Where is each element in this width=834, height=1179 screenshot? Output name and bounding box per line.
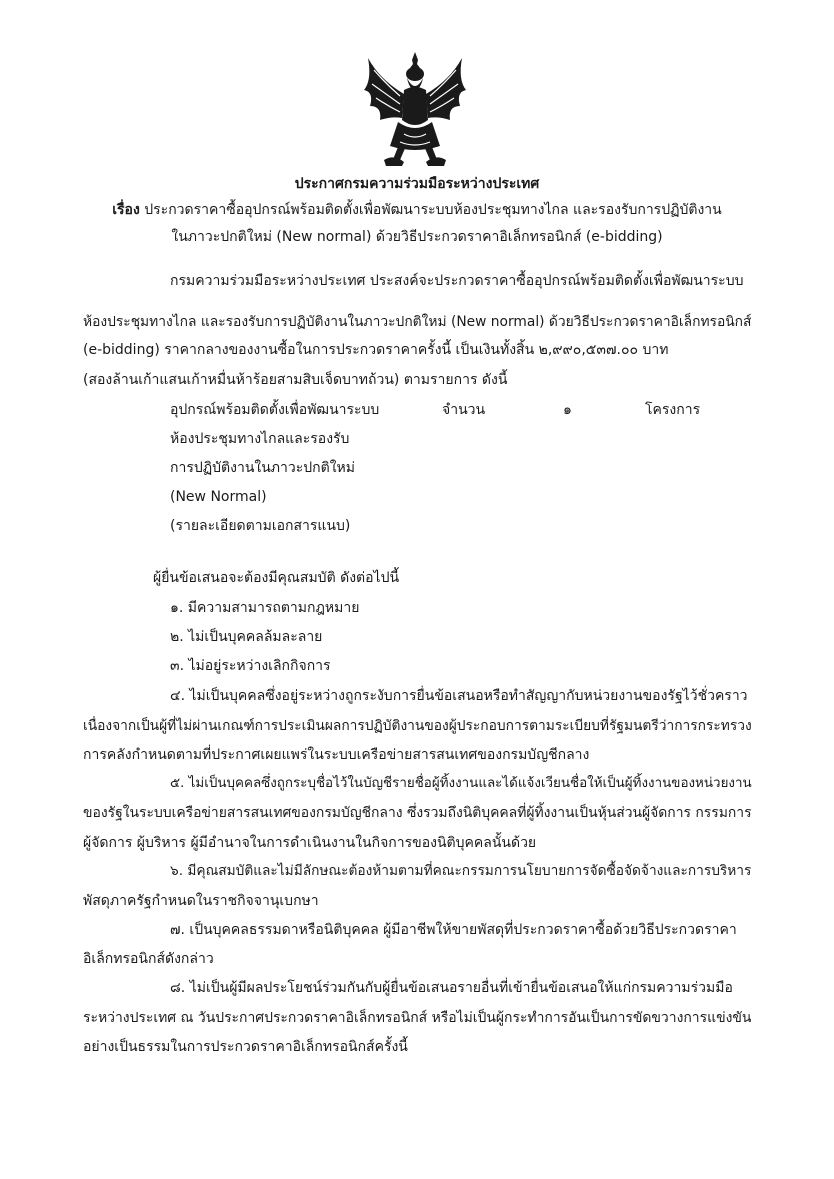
qualification-line: อิเล็กทรอนิกส์ดังกล่าว	[83, 951, 214, 967]
qualifications-heading: ผู้ยื่นข้อเสนอจะต้องมีคุณสมบัติ ดังต่อไปนี้	[153, 570, 400, 586]
intro-line: ห้องประชุมทางไกล และรองรับการปฏิบัติงานในภาวะปกติใหม่ (New normal) ด้วยวิธีประกวดราคาอิเล็กทรอนิกส์	[83, 314, 752, 330]
item-name-line: อุปกรณ์พร้อมติดตั้งเพื่อพัฒนาระบบ	[170, 402, 380, 418]
garuda-emblem-icon	[360, 50, 470, 168]
item-quantity-label: จำนวน	[442, 402, 486, 418]
subject-line-1	[0, 200, 834, 220]
qualification-line: ระหว่างประเทศ ณ วันประกาศประกวดราคาอิเล็กทรอนิกส์ หรือไม่เป็นผู้กระทำการอันเป็นการขัดขวางการแข่งขัน	[83, 1010, 752, 1026]
intro-line: (e-bidding) ราคากลางของงานซื้อในการประกวดราคาครั้งนี้ เป็นเงินทั้งสิ้น ๒,๙๙๐,๕๓๗.๐๐ บาท	[83, 342, 669, 358]
document-title: ประกาศกรมความร่วมมือระหว่างประเทศ	[294, 176, 540, 192]
qualification-line: ๗. เป็นบุคคลธรรมดาหรือนิติบุคคล ผู้มีอาชีพให้ขายพัสดุที่ประกวดราคาซื้อด้วยวิธีประกวดราคา	[170, 922, 737, 938]
subject-label: เรื่อง	[112, 202, 140, 218]
qualification-line: ๘. ไม่เป็นผู้มีผลประโยชน์ร่วมกันกับผู้ยื่นข้อเสนอรายอื่นที่เข้ายื่นข้อเสนอให้แก่กรมความร่วมมือ	[170, 980, 733, 996]
qualification-line: ๖. มีคุณสมบัติและไม่มีลักษณะต้องห้ามตามที่คณะกรรมการนโยบายการจัดซื้อจัดจ้างและการบริหาร	[170, 863, 752, 879]
qualification-line: การคลังกำหนดตามที่ประกาศเผยแพร่ในระบบเครือข่ายสารสนเทศของกรมบัญชีกลาง	[83, 747, 590, 763]
qualification-line: ผู้จัดการ ผู้บริหาร ผู้มีอำนาจในการดำเนินงานในกิจการของนิติบุคคลนั้นด้วย	[83, 835, 537, 851]
intro-line: กรมความร่วมมือระหว่างประเทศ ประสงค์จะประกวดราคาซื้ออุปกรณ์พร้อมติดตั้งเพื่อพัฒนาระบบ	[170, 273, 744, 289]
qualification-line: ๑. มีความสามารถตามกฎหมาย	[170, 600, 360, 616]
qualification-line: ๓. ไม่อยู่ระหว่างเลิกกิจการ	[170, 658, 331, 674]
item-name-line: ห้องประชุมทางไกลและรองรับ	[170, 431, 350, 447]
subject-line-2: ในภาวะปกติใหม่ (New normal) ด้วยวิธีประกวดราคาอิเล็กทรอนิกส์ (e-bidding)	[171, 229, 663, 245]
item-unit: โครงการ	[645, 402, 701, 418]
subject-text-1: ประกวดราคาซื้ออุปกรณ์พร้อมติดตั้งเพื่อพัฒนาระบบห้องประชุมทางไกล และรองรับการปฏิบัติงาน	[144, 202, 722, 218]
qualification-line: ของรัฐในระบบเครือข่ายสารสนเทศของกรมบัญชีกลาง ซึ่งรวมถึงนิติบุคคลที่ผู้ทิ้งงานเป็นหุ้นส่วนผู้จัดการ กรรมการ	[83, 805, 752, 821]
item-name-line: (New Normal)	[170, 489, 267, 505]
item-quantity: ๑	[563, 402, 572, 418]
qualification-line: ๒. ไม่เป็นบุคคลล้มละลาย	[170, 629, 323, 645]
qualification-line: พัสดุภาครัฐกำหนดในราชกิจจานุเบกษา	[83, 893, 319, 909]
qualification-line: ๕. ไม่เป็นบุคคลซึ่งถูกระบุชื่อไว้ในบัญชีรายชื่อผู้ทิ้งงานและได้แจ้งเวียนชื่อให้เป็นผู้ทิ้งงานของหน่วยงาน	[170, 776, 752, 791]
qualification-line: อย่างเป็นธรรมในการประกวดราคาอิเล็กทรอนิกส์ครั้งนี้	[83, 1039, 408, 1055]
item-name-line: การปฏิบัติงานในภาวะปกติใหม่	[170, 460, 356, 476]
qualification-line: ๔. ไม่เป็นบุคคลซึ่งอยู่ระหว่างถูกระงับการยื่นข้อเสนอหรือทำสัญญากับหน่วยงานของรัฐไว้ชั่วคราว	[170, 688, 748, 704]
intro-line: (สองล้านเก้าแสนเก้าหมื่นห้าร้อยสามสิบเจ็ดบาทถ้วน) ตามรายการ ดังนี้	[83, 372, 508, 388]
qualification-line: เนื่องจากเป็นผู้ที่ไม่ผ่านเกณฑ์การประเมินผลการปฏิบัติงานของผู้ประกอบการตามระเบียบที่รัฐมนตรีว่าการกระทรวง	[83, 718, 752, 734]
item-name-line: (รายละเอียดตามเอกสารแนบ)	[170, 518, 351, 534]
